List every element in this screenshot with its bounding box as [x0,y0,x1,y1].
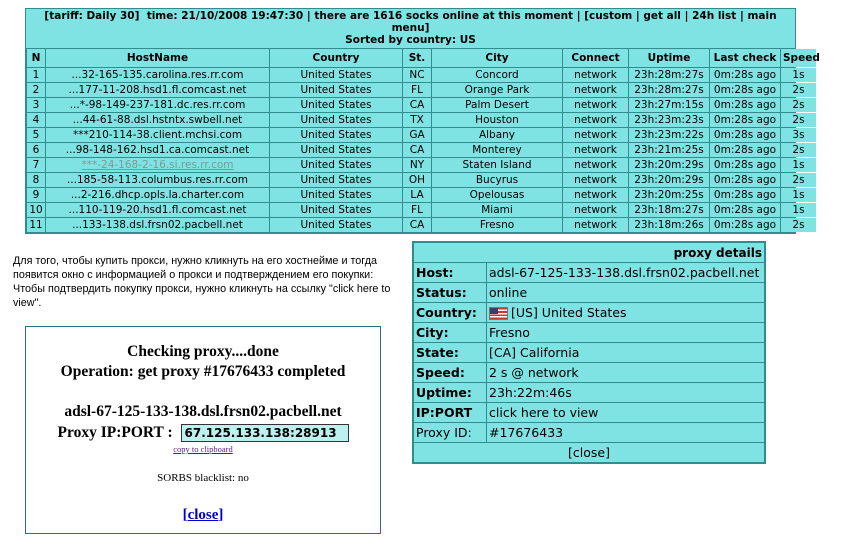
row-country: United States [270,113,402,127]
hostname-text[interactable]: ...32-165-135.carolina.res.rr.com [71,69,244,81]
ipport-field[interactable]: 67.125.133.138:28913 [181,424,349,442]
table-row [27,128,816,142]
tariff-label: [tariff: Daily 30] [44,10,140,22]
row-country: United States [270,128,402,142]
row-speed: 1s [781,158,816,172]
table-row [27,143,816,157]
row-state: CA [403,218,431,232]
row-speed: 2s [781,113,816,127]
hostname-text[interactable]: ...2-216.dhcp.opls.la.charter.com [70,189,245,201]
row-speed: 2s [781,218,816,232]
row-speed: 1s [781,68,816,82]
operation-status: Operation: get proxy #17676433 completed [60,363,346,380]
row-state: CA [403,143,431,157]
ipport-row [26,424,380,442]
row-state: NY [403,158,431,172]
col-city[interactable]: City [432,49,562,67]
row-number: 8 [27,173,45,187]
copy-to-clipboard-link[interactable]: copy to clipboard [173,444,233,454]
col-uptime[interactable]: Uptime [629,49,709,67]
click-here-to-view-link[interactable]: click here to view [487,403,764,422]
row-number: 9 [27,188,45,202]
row-city: Miami [432,203,562,217]
row-speed: 2s [781,98,816,112]
row-hostname-link[interactable] [46,128,269,142]
row-number: 1 [27,68,45,82]
row-country: United States [270,188,402,202]
row-last-check: 0m:28s ago [710,143,780,157]
row-hostname-link[interactable] [46,203,269,217]
row-uptime: 23h:28m:27s [629,68,709,82]
proxy-id-label: Proxy ID: [414,423,486,442]
row-country: United States [270,218,402,232]
row-state: LA [403,188,431,202]
row-country: United States [270,98,402,112]
row-last-check: 0m:28s ago [710,113,780,127]
row-connect: network [563,188,628,202]
row-country: United States [270,143,402,157]
row-city: Staten Island [432,158,562,172]
speed-label: Speed: [414,363,486,382]
hostname-text[interactable]: ...185-58-113.columbus.res.rr.com [66,174,249,186]
row-connect: network [563,68,628,82]
row-last-check: 0m:28s ago [710,188,780,202]
proxy-details-table [413,242,765,463]
close-link[interactable] [26,507,380,524]
get-all-link[interactable]: get all [643,10,681,22]
sorbs-status: SORBS blacklist: no [157,472,249,484]
row-city: Concord [432,68,562,82]
table-row [27,188,816,202]
socks-header: [tariff: Daily 30] time: 21/10/2008 19:47:30 | there are 1616 socks online at this moment | [custom | get all | 24h list | main menu] Sorted by country: US [26,9,795,48]
table-row [27,83,816,97]
table-row [27,173,816,187]
table-row [27,113,816,127]
check-status: Checking proxy....done [127,343,279,360]
row-last-check: 0m:28s ago [710,98,780,112]
uptime-label: Uptime: [414,383,486,402]
row-hostname-link[interactable] [46,113,269,127]
row-state: GA [403,128,431,142]
row-country: United States [270,158,402,172]
row-connect: network [563,203,628,217]
row-last-check: 0m:28s ago [710,68,780,82]
hostname-text[interactable]: ...*-98-149-237-181.dc.res.rr.com [69,99,246,111]
city-label: City: [414,323,486,342]
row-number: 2 [27,83,45,97]
city-value: Fresno [487,323,764,342]
row-state: OH [403,173,431,187]
row-hostname-link[interactable] [46,143,269,157]
custom-link[interactable]: [custom [584,10,633,22]
row-country: United States [270,203,402,217]
hostname-text[interactable]: ...98-148-162.hsd1.ca.comcast.net [65,144,250,156]
hostname-text[interactable]: ...110-119-20.hsd1.fl.comcast.net [68,204,247,216]
row-last-check: 0m:28s ago [710,83,780,97]
proxy-id-value: #17676433 [487,423,764,442]
state-label: State: [414,343,486,362]
row-number: 6 [27,143,45,157]
row-speed: 1s [781,188,816,202]
row-connect: network [563,128,628,142]
row-number: 11 [27,218,45,232]
proxy-details-panel [412,241,766,464]
socks-body [27,68,816,232]
table-row [27,68,816,82]
col-n[interactable]: N [27,49,45,67]
row-speed: 2s [781,143,816,157]
table-row [27,158,816,172]
country-label: Country: [414,303,486,322]
row-country: United States [270,68,402,82]
table-row [27,218,816,232]
hostname-text[interactable]: ...133-138.dsl.frsn02.pacbell.net [72,219,243,231]
instructions-text: Для того, чтобы купить прокси, нужно кликнуть на его хостнейме и тогда появится окно с информацией о прокси и подтверждением его покупки: Чтобы подтвердить покупку прокси, нужно кликнуть на ссылку "click here to view". [13,255,391,309]
row-uptime: 23h:20m:29s [629,173,709,187]
row-connect: network [563,113,628,127]
row-number: 5 [27,128,45,142]
row-city: Bucyrus [432,173,562,187]
col-country[interactable]: Country [270,49,402,67]
row-state: NC [403,68,431,82]
socks-panel [25,8,820,234]
row-connect: network [563,143,628,157]
row-connect: network [563,98,628,112]
hostname-text[interactable]: ...177-11-208.hsd1.fl.comcast.net [68,84,247,96]
hostname-text[interactable]: ***-24-168-2-16.si.res.rr.com [81,159,234,171]
row-uptime: 23h:21m:25s [629,143,709,157]
row-city: Albany [432,128,562,142]
row-city: Orange Park [432,83,562,97]
table-header-row [27,49,816,67]
row-hostname-link[interactable] [46,68,269,82]
row-uptime: 23h:18m:27s [629,203,709,217]
status-value: online [487,283,764,302]
row-uptime: 23h:27m:15s [629,98,709,112]
host-label: Host: [414,263,486,282]
check-proxy-box [25,326,381,534]
list-24h-link[interactable]: 24h list [692,10,737,22]
row-city: Fresno [432,218,562,232]
row-hostname-link[interactable] [46,98,269,112]
table-row [27,203,816,217]
row-hostname-link[interactable] [46,83,269,97]
us-flag-icon [489,307,508,320]
state-value: [CA] California [487,343,764,362]
row-city: Houston [432,113,562,127]
row-connect: network [563,173,628,187]
row-hostname-link[interactable] [46,218,269,232]
row-connect: network [563,83,628,97]
row-number: 3 [27,98,45,112]
col-connect[interactable]: Connect [563,49,628,67]
row-state: FL [403,203,431,217]
close-bracket-open: [ [182,507,188,523]
close-link-text[interactable]: close [187,507,219,523]
row-speed: 2s [781,83,816,97]
row-hostname-link[interactable] [46,188,269,202]
details-title: proxy details [414,243,764,262]
row-city: Opelousas [432,188,562,202]
row-state: FL [403,83,431,97]
row-number: 4 [27,113,45,127]
status-label: Status: [414,283,486,302]
row-connect: network [563,158,628,172]
hostname-text[interactable]: ***210-114-38.client.mchsi.com [72,129,243,141]
row-speed: 3s [781,128,816,142]
col-hostname[interactable]: HostName [46,49,269,67]
proxy-host: adsl-67-125-133-138.dsl.frsn02.pacbell.net [64,403,342,420]
main-menu-link[interactable]: main menu] [391,10,777,34]
country-value [487,303,764,322]
speed-value: 2 s @ network [487,363,764,382]
row-speed: 2s [781,173,816,187]
host-value: adsl-67-125-133-138.dsl.frsn02.pacbell.net [487,263,764,282]
table-row [27,98,816,112]
ipport-detail-label: IP:PORT [414,403,486,422]
row-last-check: 0m:28s ago [710,218,780,232]
close-bracket-end: ] [218,507,224,523]
row-hostname-link[interactable] [46,173,269,187]
sorted-label: Sorted by country: US [345,34,476,46]
ipport-label: Proxy IP:PORT : [57,424,173,441]
row-state: TX [403,113,431,127]
row-last-check: 0m:28s ago [710,203,780,217]
col-speed[interactable]: Speed [781,49,816,67]
row-uptime: 23h:20m:29s [629,158,709,172]
row-city: Palm Desert [432,98,562,112]
row-last-check: 0m:28s ago [710,128,780,142]
row-state: CA [403,98,431,112]
row-city: Monterey [432,143,562,157]
row-last-check: 0m:28s ago [710,173,780,187]
country-text: [US] United States [511,305,627,320]
row-speed: 1s [781,203,816,217]
row-uptime: 23h:20m:25s [629,188,709,202]
socks-table [26,48,820,233]
row-country: United States [270,83,402,97]
hostname-text[interactable]: ...44-61-88.dsl.hstntx.swbell.net [72,114,243,126]
row-uptime: 23h:18m:26s [629,218,709,232]
row-connect: network [563,218,628,232]
row-uptime: 23h:23m:23s [629,113,709,127]
row-uptime: 23h:23m:22s [629,128,709,142]
col-state[interactable]: St. [403,49,431,67]
time-label: time: 21/10/2008 19:47:30 [146,10,304,22]
row-hostname-link[interactable] [46,158,269,172]
details-close-link[interactable]: [close] [414,443,764,462]
row-number: 10 [27,203,45,217]
uptime-value: 23h:22m:46s [487,383,764,402]
online-count: there are 1616 socks online at this moment [314,10,574,22]
col-last-check[interactable]: Last check [710,49,780,67]
row-last-check: 0m:28s ago [710,158,780,172]
row-number: 7 [27,158,45,172]
row-country: United States [270,173,402,187]
row-uptime: 23h:28m:27s [629,83,709,97]
